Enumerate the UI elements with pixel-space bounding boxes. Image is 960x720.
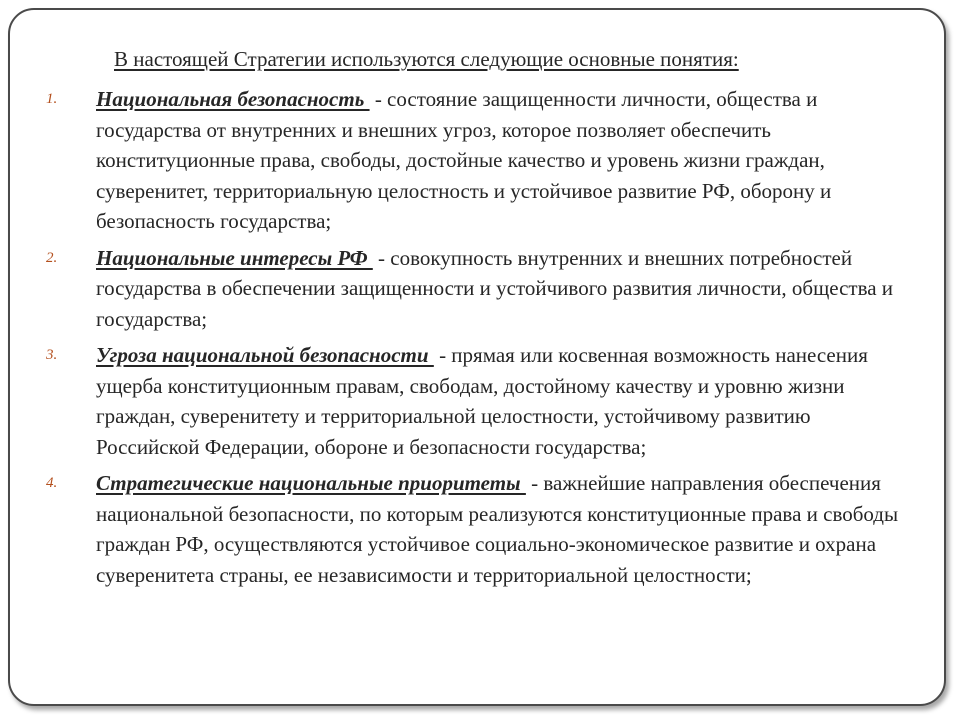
definition-text: - состояние защищенности личности, общества и государства от внутренних и внешних угроз, которое позволяет обеспечить конституционные права, свободы, достойные качество и уровень жизни граждан, суверенитет, территориальную целостность и устойчивое развитие РФ, оборону и безопасность государства; — [96, 87, 832, 233]
definition-text: - совокупность внутренних и внешних потребностей государства в обеспечении защищенности и устойчивого развития личности, общества и государства; — [96, 245, 894, 331]
definition-item-4 — [46, 468, 906, 590]
definition-item-2 — [46, 243, 906, 335]
item-number: 2. — [46, 249, 58, 266]
definition-item-1 — [46, 84, 906, 237]
slide-heading: В настоящей Стратегии используются следующие основные понятия: — [114, 47, 739, 71]
term: Стратегические национальные приоритеты — [96, 471, 526, 495]
definition-text: - прямая или косвенная возможность нанесения ущерба конституционным правам, свободам, достойному качеству и уровню жизни граждан, суверенитету и территориальной целостности, устойчивому развитию Российской Федерации, обороне и безопасности государства; — [96, 343, 868, 459]
definition-text: - важнейшие направления обеспечения национальной безопасности, по которым реализуются конституционные права и свободы граждан РФ, осуществляются устойчивое социально-экономическое развитие и охрана суверенитета страны, ее независимости и территориальной целостности; — [96, 471, 899, 587]
item-number: 3. — [46, 347, 58, 363]
definition-list — [46, 84, 906, 590]
term: Национальная безопасность — [96, 87, 370, 111]
term: Угроза национальной безопасности — [96, 343, 434, 367]
item-number: 1. — [46, 91, 58, 107]
term: Национальные интересы РФ — [96, 245, 373, 270]
definition-item-3 — [46, 340, 906, 462]
slide-frame — [8, 8, 946, 706]
item-number: 4. — [46, 475, 58, 491]
